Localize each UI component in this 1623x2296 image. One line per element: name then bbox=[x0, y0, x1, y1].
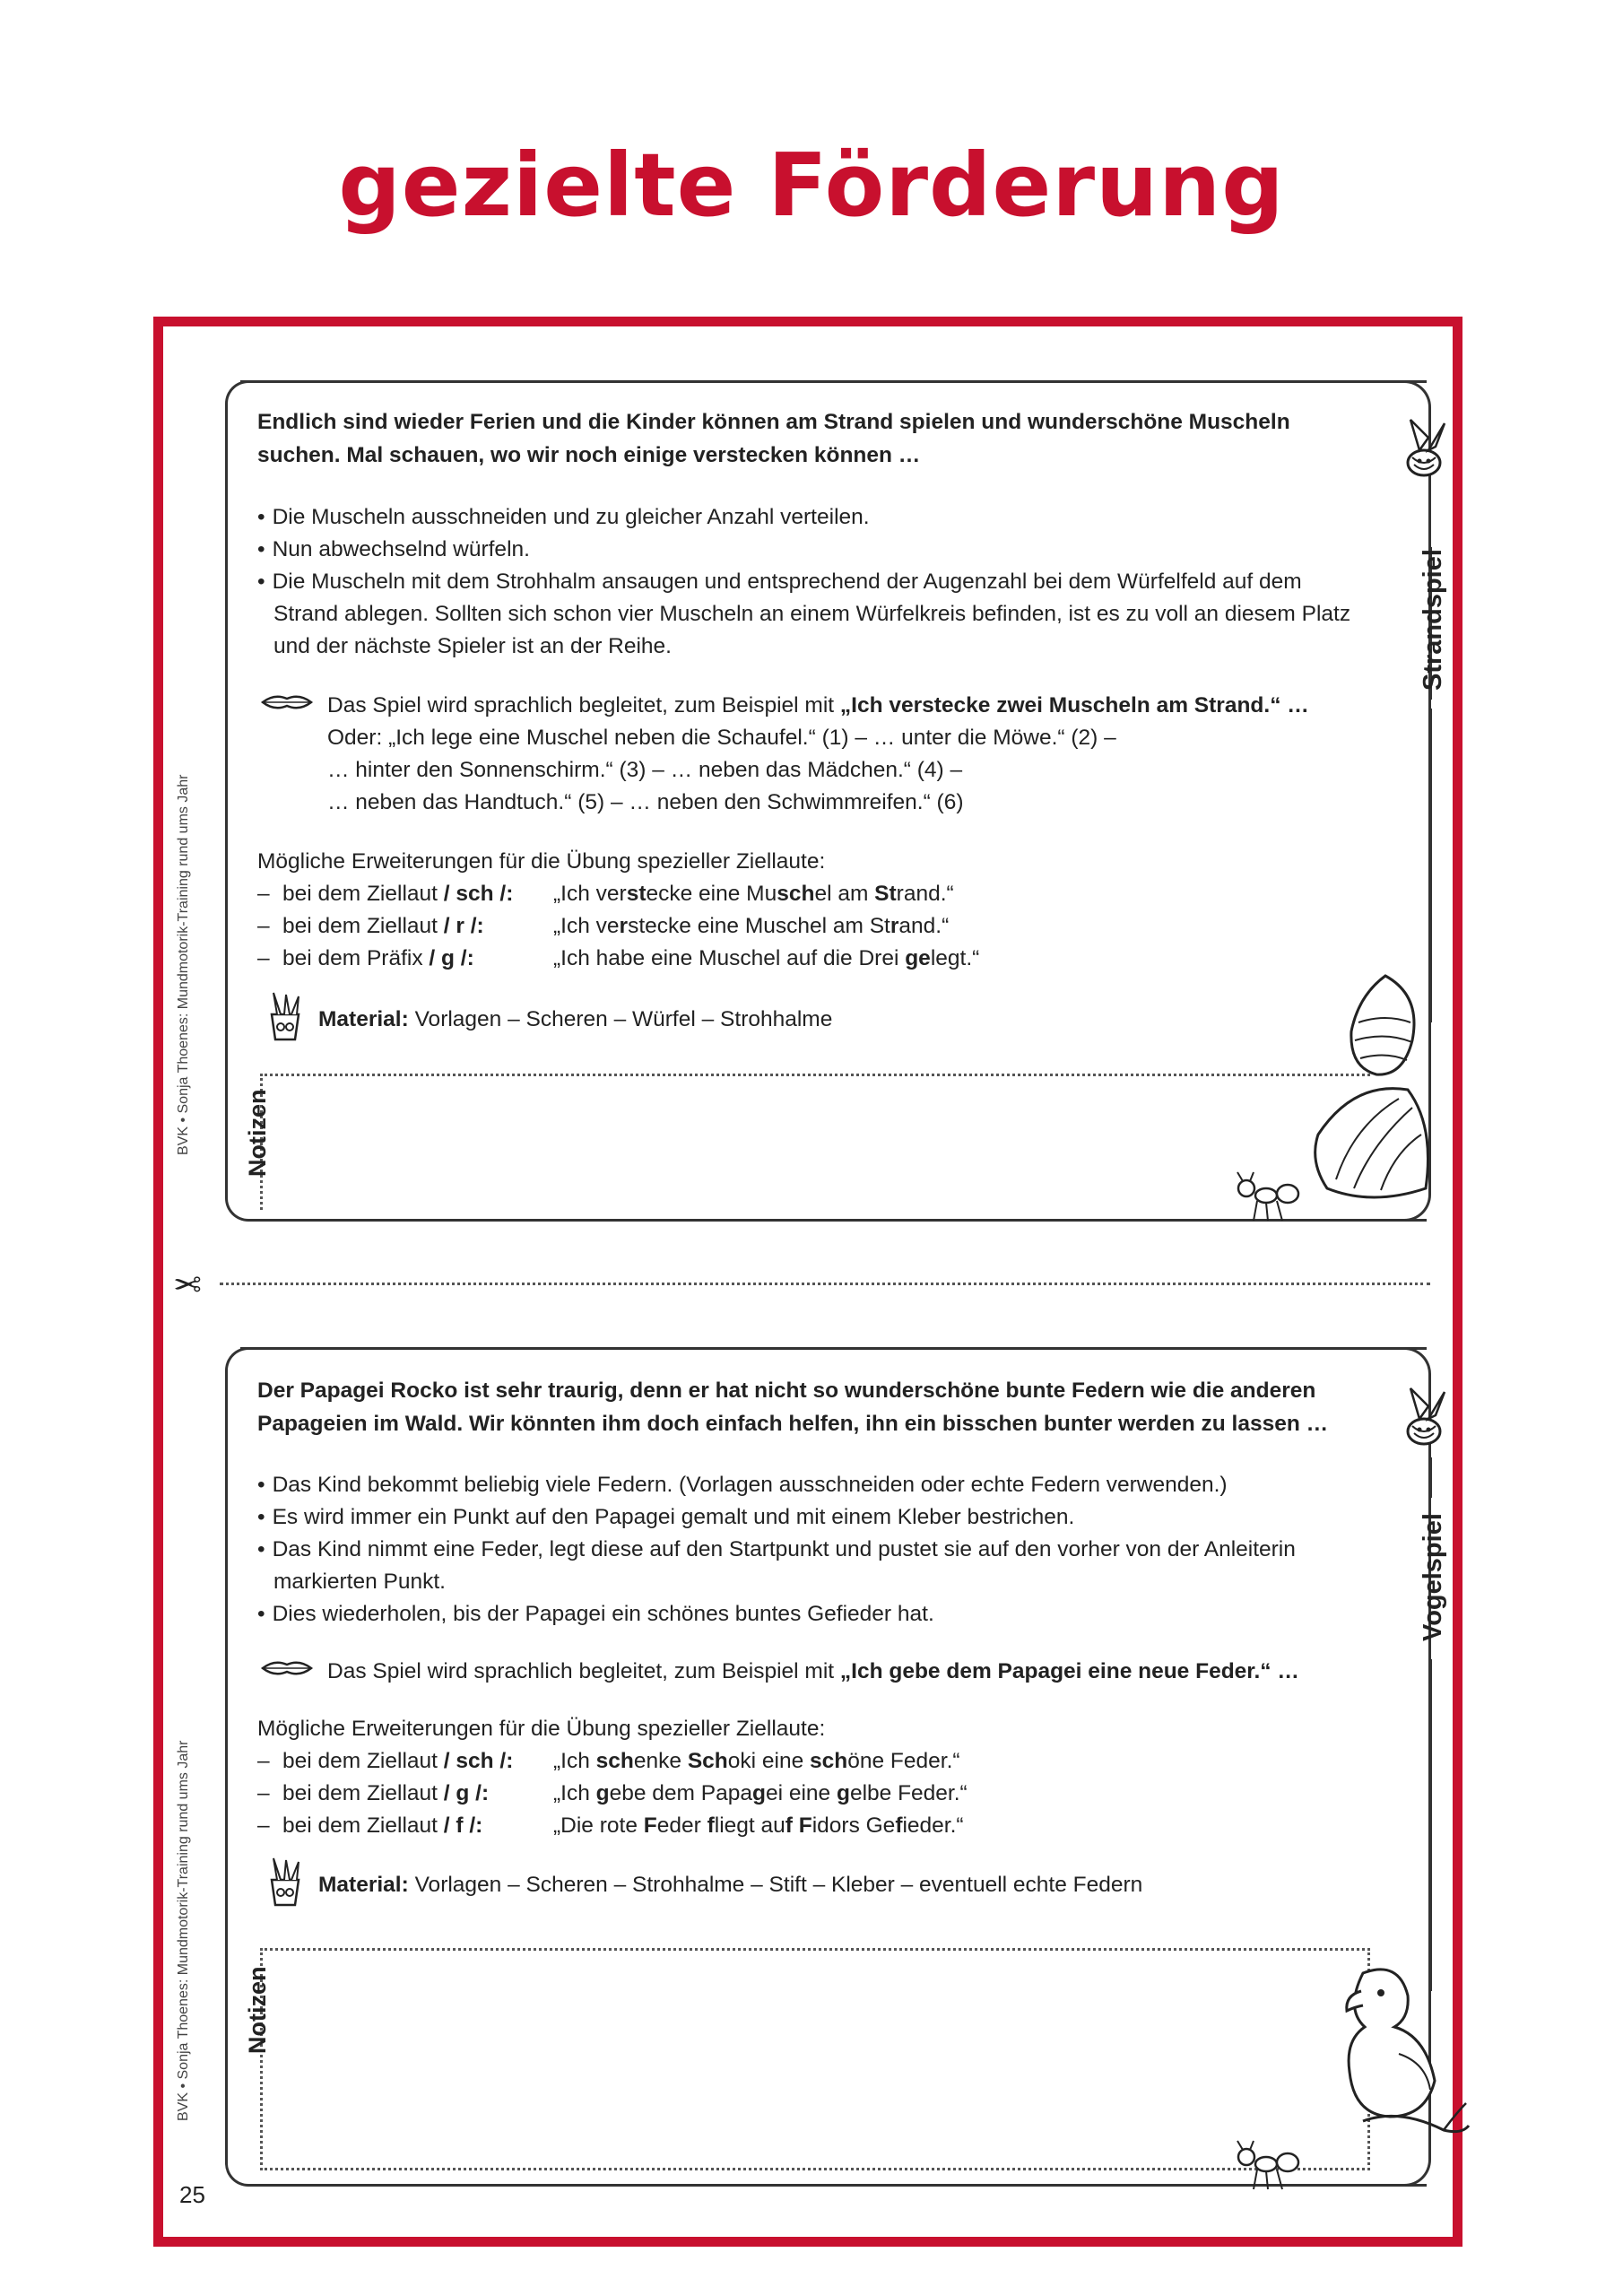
lips-icon bbox=[261, 693, 313, 711]
ext-row: – bei dem Ziellaut / g /: „Ich gebe dem Papagei eine gelbe Feder.“ bbox=[257, 1778, 1369, 1810]
ext-row: – bei dem Ziellaut / sch /: „Ich schenke Schoki eine schöne Feder.“ bbox=[257, 1745, 1369, 1778]
pencil-cup-icon bbox=[265, 1857, 306, 1907]
card2-intro: Der Papagei Rocko ist sehr traurig, denn er hat nicht so wunderschöne bunte Federn wie die anderen Papageien im Wald. Wir könnten ihm doch einfach helfen, ihn ein bisschen bunter werden zu lassen … bbox=[257, 1378, 1329, 1436]
cut-line bbox=[220, 1283, 1430, 1285]
card1-intro: Endlich sind wieder Ferien und die Kinder können am Strand spielen und wunderschöne Muscheln suchen. Mal schauen, wo wir noch einige verstecken können … bbox=[257, 410, 1290, 467]
speech-text: Das Spiel wird sprachlich begleitet, zum Beispiel mit bbox=[327, 1659, 840, 1683]
list-item: • Dies wiederholen, bis der Papagei ein schönes buntes Gefieder hat. bbox=[257, 1598, 1369, 1631]
speech-line: … hinter den Sonnenschirm.“ (3) – … neben das Mädchen.“ (4) – bbox=[327, 758, 963, 782]
clam-icon bbox=[1300, 1072, 1444, 1215]
material-text: Vorlagen – Scheren – Strohhalme – Stift – Kleber – eventuell echte Federn bbox=[408, 1873, 1143, 1897]
speech-example: „Ich gebe dem Papagei eine neue Feder.“ … bbox=[839, 1659, 1299, 1683]
speech-line: Oder: „Ich lege eine Muschel neben die Schaufel.“ (1) – … unter die Möwe.“ (2) – bbox=[327, 726, 1116, 750]
page-number: 25 bbox=[179, 2181, 205, 2208]
ext-row: – bei dem Ziellaut / f /: „Die rote Feder fliegt auf Fidors Gefieder.“ bbox=[257, 1810, 1369, 1842]
card2-ext-heading: Mögliche Erweiterungen für die Übung spezieller Ziellaute: bbox=[257, 1717, 826, 1741]
material-label: Material: bbox=[318, 1873, 409, 1897]
side-credit-bottom: BVK • Sonja Thoenes: Mundmotorik-Training rund ums Jahr bbox=[176, 1740, 191, 2121]
bee-icon bbox=[1393, 1379, 1455, 1460]
ext-example: „Ich verstecke eine Muschel am Strand.“ bbox=[553, 914, 950, 938]
list-item: • Die Muscheln ausschneiden und zu gleicher Anzahl verteilen. bbox=[257, 501, 1369, 534]
speech-example: „Ich verstecke zwei Muscheln am Strand.“ … bbox=[839, 693, 1309, 718]
ext-row: – bei dem Präfix / g /: „Ich habe eine Muschel auf die Drei gelegt.“ bbox=[257, 943, 1369, 975]
card1-speech bbox=[257, 690, 1369, 722]
material-label: Material: bbox=[318, 1007, 409, 1031]
card1-notes-box[interactable] bbox=[260, 1074, 1370, 1210]
list-item: • Die Muscheln mit dem Strohhalm ansaugen und entsprechend der Augenzahl bei dem Würfelfeld auf dem Strand ablegen. Sollten sich schon vier Muscheln an einem Würfelkreis befinden, ist es zu voll an diesem Platz und der nächste Spieler ist an der Reihe. bbox=[257, 566, 1369, 663]
speech-block bbox=[257, 722, 1369, 819]
card2-content bbox=[257, 1374, 1369, 1901]
card2-bullets bbox=[257, 1469, 1369, 1631]
ext-example: „Die rote Feder fliegt auf Fidors Gefieder.“ bbox=[553, 1813, 964, 1838]
ant-icon bbox=[1230, 1170, 1302, 1224]
card1-notes-label: Notizen bbox=[244, 1089, 271, 1177]
material-text: Vorlagen – Scheren – Würfel – Strohhalme bbox=[408, 1007, 833, 1031]
bee-icon bbox=[1393, 411, 1455, 491]
ext-example: „Ich verstecke eine Muschel am Strand.“ bbox=[553, 882, 954, 906]
card1-material bbox=[257, 1004, 1369, 1036]
lips-icon bbox=[261, 1659, 313, 1677]
ext-row: – bei dem Ziellaut / r /: „Ich verstecke eine Muschel am Strand.“ bbox=[257, 910, 1369, 943]
ext-row: – bei dem Ziellaut / sch /: „Ich verstecke eine Muschel am Strand.“ bbox=[257, 878, 1369, 910]
ext-example: „Ich gebe dem Papagei eine gelbe Feder.“ bbox=[553, 1781, 968, 1805]
card2-notes-box[interactable] bbox=[260, 1948, 1370, 2170]
card2-material bbox=[257, 1869, 1369, 1901]
speech-text: Das Spiel wird sprachlich begleitet, zum Beispiel mit bbox=[327, 693, 840, 718]
list-item: • Das Kind bekommt beliebig viele Federn. (Vorlagen ausschneiden oder echte Federn verwenden.) bbox=[257, 1469, 1369, 1501]
list-item: • Das Kind nimmt eine Feder, legt diese auf den Startpunkt und pustet sie auf den vorher von der Anleiterin markierten Punkt. bbox=[257, 1534, 1369, 1598]
page-title: gezielte Förderung bbox=[338, 135, 1285, 236]
card1-content bbox=[257, 405, 1369, 1036]
card2-notes-label: Notizen bbox=[244, 1966, 271, 2054]
pencil-cup-icon bbox=[265, 991, 306, 1041]
tab-strandspiel: Strandspiel bbox=[1419, 549, 1447, 691]
ext-example: „Ich schenke Schoki eine schöne Feder.“ bbox=[553, 1749, 960, 1773]
card2-speech bbox=[257, 1656, 1369, 1688]
side-credit-top: BVK • Sonja Thoenes: Mundmotorik-Training rund ums Jahr bbox=[176, 774, 191, 1155]
speech-line: … neben das Handtuch.“ (5) – … neben den Schwimmreifen.“ (6) bbox=[327, 790, 964, 814]
card1-ext-heading: Mögliche Erweiterungen für die Übung spezieller Ziellaute: bbox=[257, 849, 826, 874]
card1-bullets bbox=[257, 501, 1369, 663]
list-item: • Es wird immer ein Punkt auf den Papagei gemalt und mit einem Kleber bestrichen. bbox=[257, 1501, 1369, 1534]
shell-icon bbox=[1341, 969, 1430, 1085]
scissors-icon: ✂ bbox=[173, 1264, 202, 1301]
ext-example: „Ich habe eine Muschel auf die Drei gelegt.“ bbox=[553, 946, 980, 970]
parrot-icon bbox=[1309, 1955, 1471, 2135]
tab-vogelspiel: Vogelspiel bbox=[1419, 1513, 1447, 1641]
ant-icon bbox=[1230, 2139, 1302, 2193]
list-item: • Nun abwechselnd würfeln. bbox=[257, 534, 1369, 566]
